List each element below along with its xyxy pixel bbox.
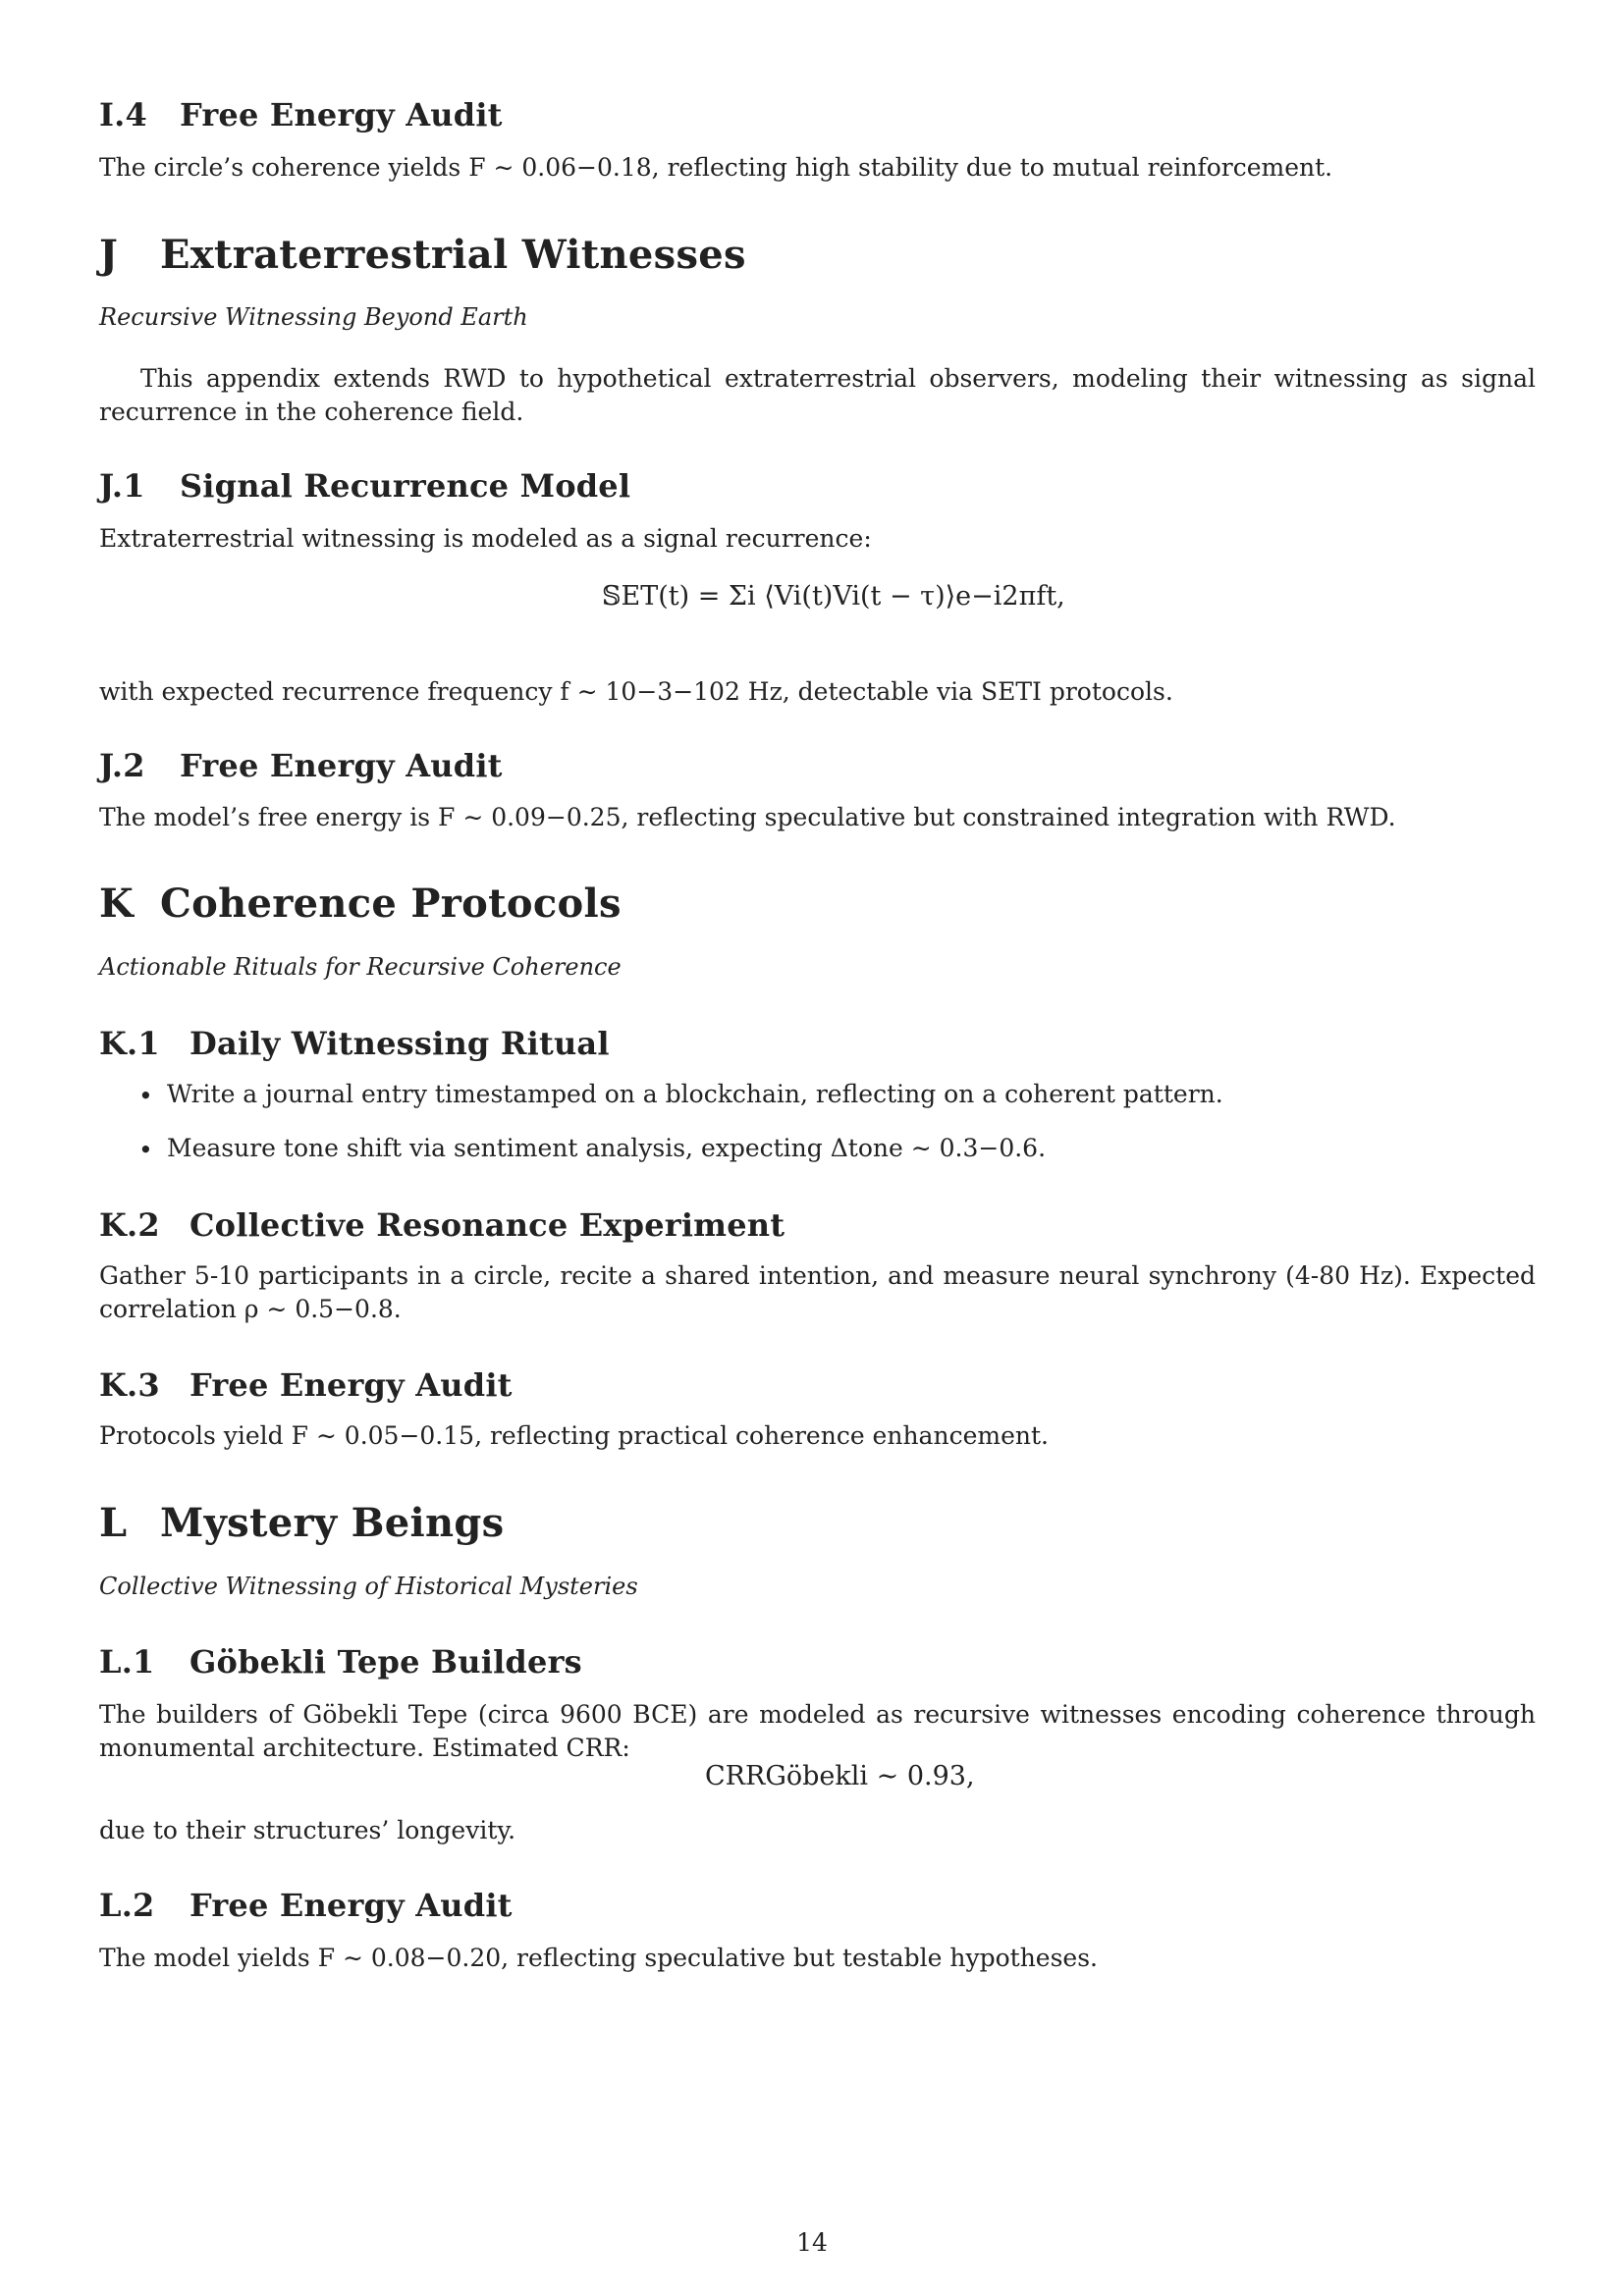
equation-crr-gobekli: CRRGöbekli ∼ 0.93, — [705, 1761, 975, 1791]
section-title: Free Energy Audit — [180, 747, 503, 784]
section-heading-l — [99, 1500, 1536, 1546]
section-title: Daily Witnessing Ritual — [189, 1025, 610, 1062]
section-title: Extraterrestrial Witnesses — [160, 232, 746, 278]
bullet-marker: • — [138, 1082, 153, 1110]
subsection-heading-l1 — [99, 1643, 1536, 1681]
subsection-heading-i4 — [99, 96, 1536, 133]
paragraph-i4: The circle’s coherence yields F ∼ 0.06−0.18, reflecting high stability due to mutual reinforcement. — [99, 153, 1333, 182]
section-title: Free Energy Audit — [189, 1366, 513, 1404]
paragraph-l1: The builders of Göbekli Tepe (circa 9600 BCE) are modeled as recursive witnesses encoding coherence through monumental architecture. Estimated CRR: — [99, 1700, 1536, 1762]
section-title: Göbekli Tepe Builders — [189, 1643, 582, 1681]
section-number: K — [99, 881, 135, 927]
section-number: I.4 — [99, 96, 147, 133]
subsection-heading-k2 — [99, 1206, 1536, 1244]
section-number: K.2 — [99, 1206, 160, 1244]
paragraph-k2: Gather 5-10 participants in a circle, recite a shared intention, and measure neural synchrony (4-80 Hz). Expected correlation ρ ∼ 0.5−0.8. — [99, 1261, 1536, 1323]
section-tagline-j: Recursive Witnessing Beyond Earth — [99, 303, 528, 331]
section-heading-j — [99, 232, 1536, 278]
section-number: L.2 — [99, 1887, 155, 1924]
subsection-heading-j1 — [99, 467, 1536, 505]
section-number: K.1 — [99, 1025, 160, 1062]
section-number: J.2 — [99, 747, 145, 784]
paragraph-j1-lead: Extraterrestrial witnessing is modeled as a signal recurrence: — [99, 524, 872, 553]
paragraph-j-intro: This appendix extends RWD to hypothetical extraterrestrial observers, modeling their witnessing as signal recurrence in the coherence field. — [99, 364, 1536, 426]
section-title: Collective Resonance Experiment — [189, 1206, 785, 1244]
paragraph-l2: The model yields F ∼ 0.08−0.20, reflecting speculative but testable hypotheses. — [99, 1944, 1098, 1972]
section-tagline-l: Collective Witnessing of Historical Mysteries — [99, 1573, 638, 1600]
section-title: Coherence Protocols — [160, 881, 622, 927]
subsection-heading-k1 — [99, 1025, 1536, 1062]
section-number: L — [99, 1500, 128, 1546]
bullet-marker: • — [138, 1136, 153, 1164]
section-number: J.1 — [99, 467, 145, 505]
section-number: L.1 — [99, 1643, 155, 1681]
section-title: Signal Recurrence Model — [180, 467, 631, 505]
subsection-heading-j2 — [99, 747, 1536, 784]
section-tagline-k: Actionable Rituals for Recursive Coherence — [99, 953, 622, 981]
subsection-heading-l2 — [99, 1887, 1536, 1924]
section-heading-k — [99, 881, 1536, 927]
paragraph-j1-follow: with expected recurrence frequency f ∼ 10−3−102 Hz, detectable via SETI protocols. — [99, 677, 1173, 706]
section-title: Free Energy Audit — [189, 1887, 513, 1924]
equation-signal-recurrence: 𝕊ET(t) = Σi ⟨Vi(t)Vi(t − τ)⟩e−i2πft, — [602, 581, 1065, 612]
section-number: K.3 — [99, 1366, 160, 1404]
list-item: Measure tone shift via sentiment analysis, expecting Δtone ∼ 0.3−0.6. — [167, 1134, 1047, 1162]
paragraph-l1-follow: due to their structures’ longevity. — [99, 1816, 516, 1844]
list-item: Write a journal entry timestamped on a blockchain, reflecting on a coherent pattern. — [167, 1080, 1223, 1108]
subsection-heading-k3 — [99, 1366, 1536, 1404]
paragraph-k3: Protocols yield F ∼ 0.05−0.15, reflecting practical coherence enhancement. — [99, 1421, 1049, 1450]
paragraph-j2: The model’s free energy is F ∼ 0.09−0.25, reflecting speculative but constrained integration with RWD. — [99, 803, 1396, 831]
section-title: Mystery Beings — [160, 1500, 505, 1546]
section-number: J — [99, 232, 119, 278]
section-title: Free Energy Audit — [180, 96, 503, 133]
page-number: 14 — [796, 2228, 828, 2257]
